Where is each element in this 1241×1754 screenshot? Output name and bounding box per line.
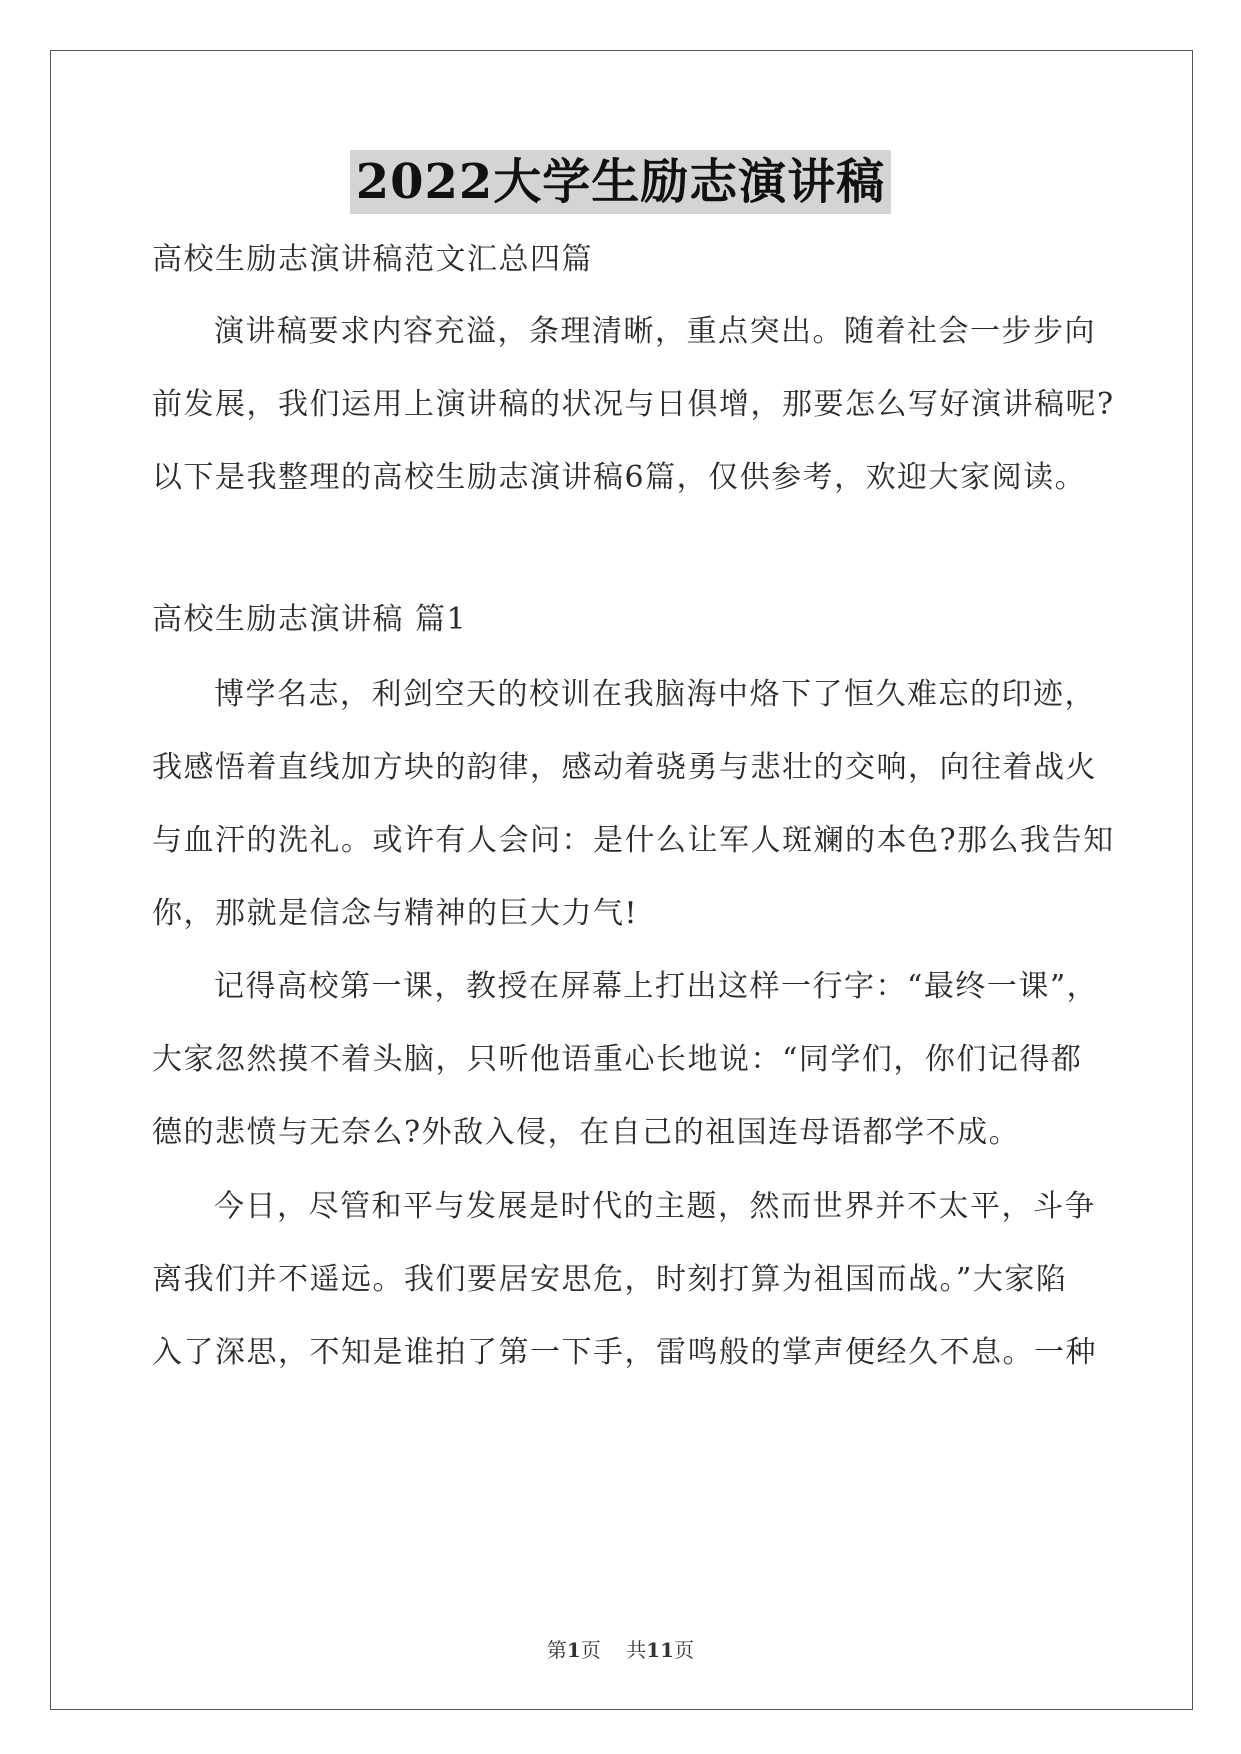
intro-line: 演讲稿要求内容充溢，条理清晰，重点突出。随着社会一步步向 [214, 314, 1096, 349]
paragraph-line: 你，那就是信念与精神的巨大力气! [152, 896, 639, 931]
intro-line: 以下是我整理的高校生励志演讲稿6篇，仅供参考，欢迎大家阅读。 [152, 460, 1087, 495]
paragraph-line: 我感悟着直线加方块的韵律，感动着骁勇与悲壮的交响，向往着战火 [152, 750, 1097, 785]
paragraph-line: 入了深思，不知是谁拍了第一下手，雷鸣般的掌声便经久不息。一种 [152, 1335, 1097, 1370]
section-heading: 高校生励志演讲稿 篇1 [152, 602, 468, 637]
paragraph-line: 德的悲愤与无奈么?外敌入侵，在自己的祖国连母语都学不成。 [152, 1115, 1021, 1150]
paragraph-line: 与血汗的洗礼。或许有人会问：是什么让军人斑斓的本色?那么我告知 [152, 823, 1115, 858]
paragraph-line: 离我们并不遥远。我们要居安思危，时刻打算为祖国而战。”大家陷 [152, 1262, 1068, 1297]
paragraph-line: 大家忽然摸不着头脑，只听他语重心长地说：“同学们，你们记得都 [152, 1042, 1083, 1077]
subtitle: 高校生励志演讲稿范文汇总四篇 [152, 242, 593, 277]
paragraph-line: 博学名志，利剑空天的校训在我脑海中烙下了恒久难忘的印迹， [214, 677, 1096, 712]
total-prefix: 共 [626, 1638, 647, 1662]
page-prefix: 第 [546, 1638, 567, 1662]
page-border [50, 50, 1193, 1710]
title-container [0, 150, 1241, 214]
page-footer [0, 1634, 1241, 1663]
intro-line: 前发展，我们运用上演讲稿的状况与日俱增，那要怎么写好演讲稿呢? [152, 387, 1115, 422]
document-title: 2022大学生励志演讲稿 [350, 150, 892, 214]
total-suffix: 页 [674, 1638, 695, 1662]
page-total: 11 [646, 1638, 675, 1662]
paragraph-line: 今日，尽管和平与发展是时代的主题，然而世界并不太平，斗争 [214, 1189, 1096, 1224]
paragraph-line: 记得高校第一课，教授在屏幕上打出这样一行字：“最终一课”， [214, 969, 1099, 1004]
page-suffix: 页 [580, 1638, 601, 1662]
page-current: 1 [566, 1638, 581, 1662]
